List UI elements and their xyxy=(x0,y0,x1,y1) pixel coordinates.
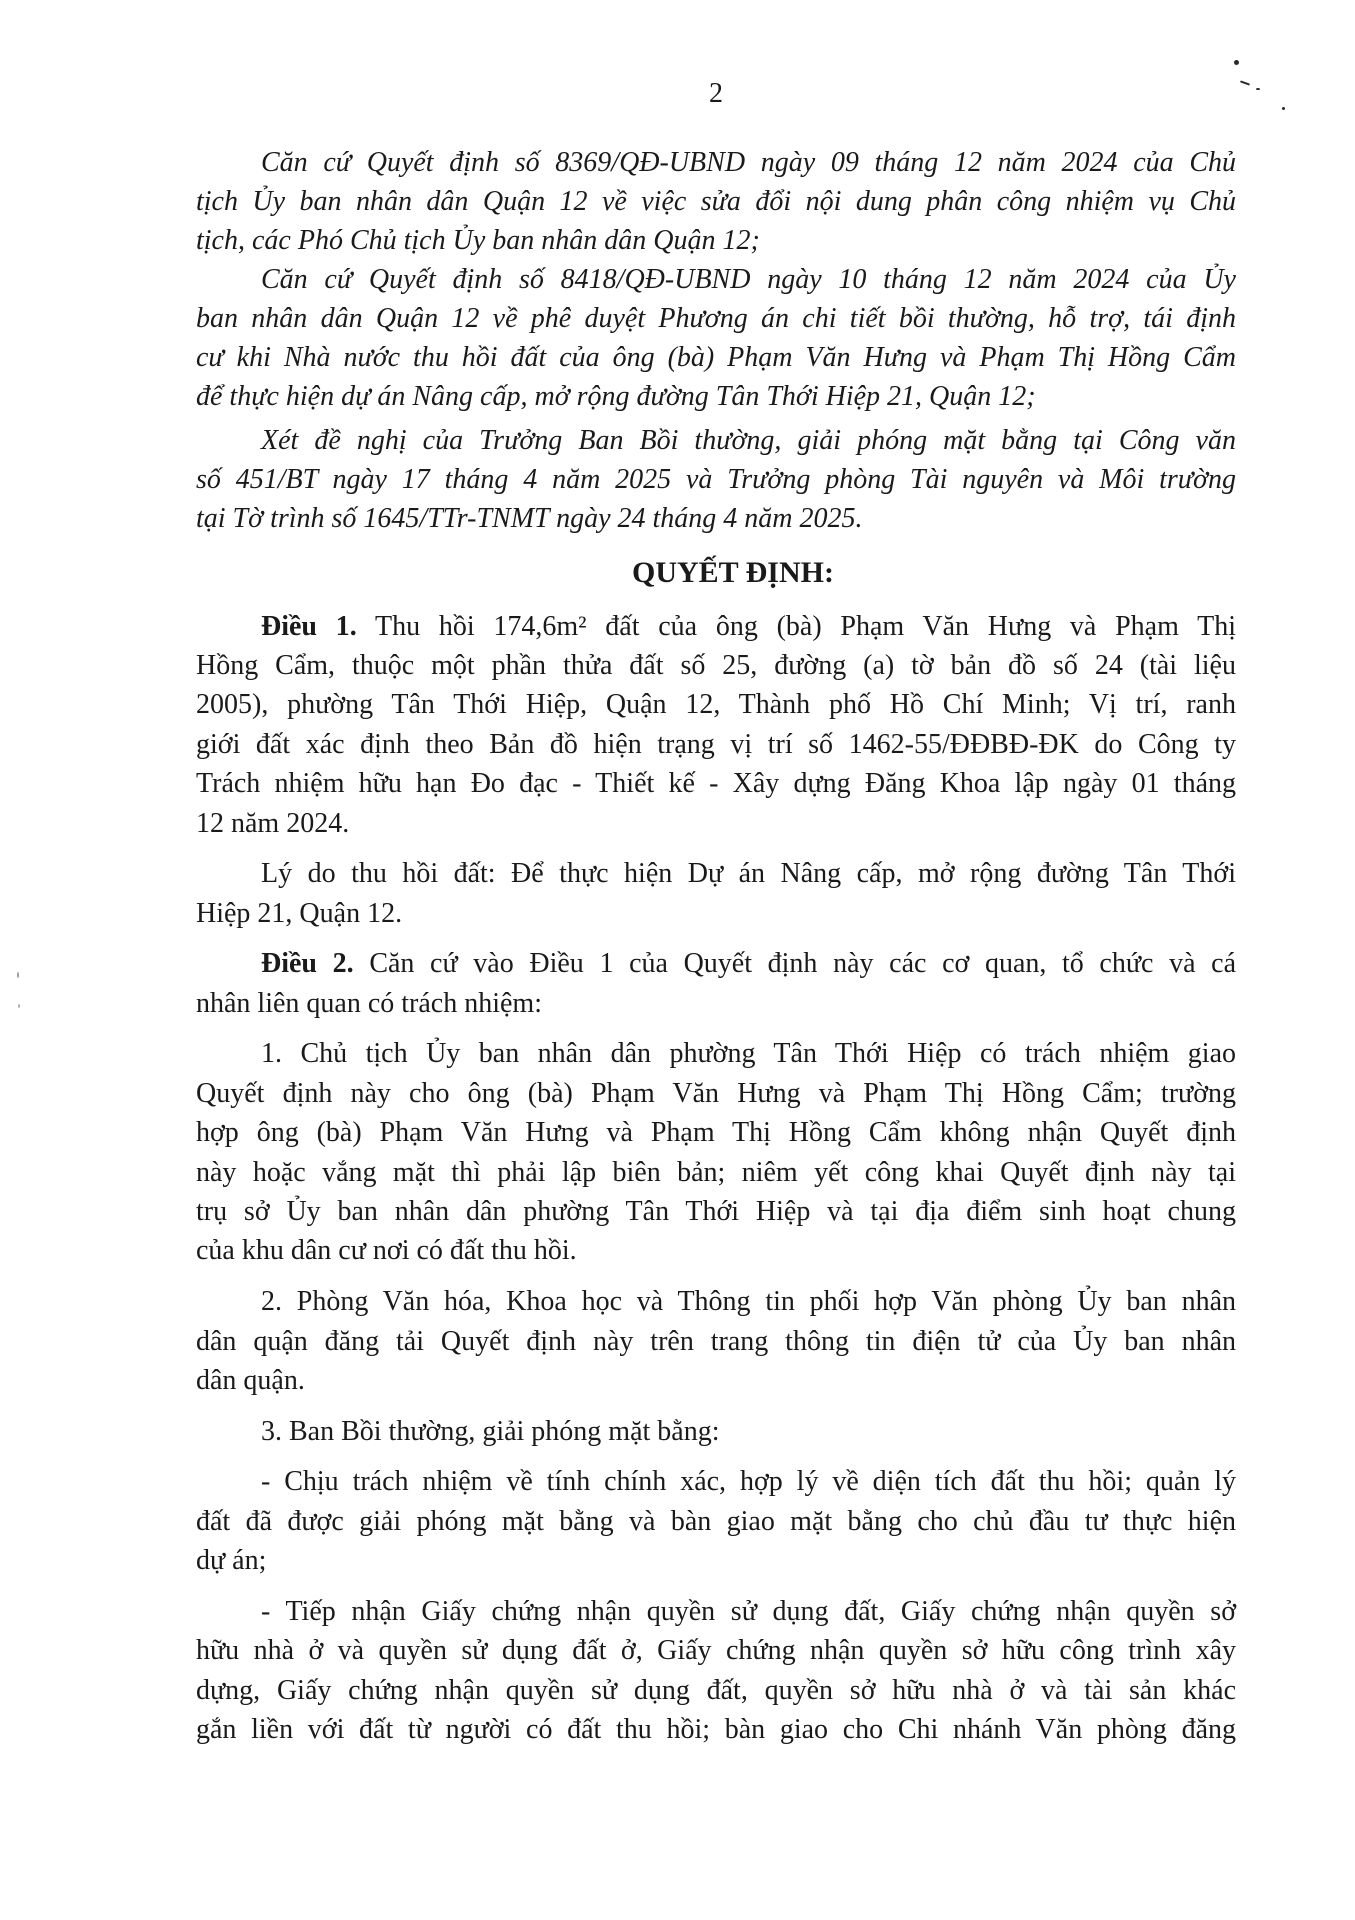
text-line: 2. Phòng Văn hóa, Khoa học và Thông tin phối hợp Văn phòng Ủy ban nhân xyxy=(261,1286,1236,1318)
text-line: Hồng Cẩm, thuộc một phần thửa đất số 25, đường (a) tờ bản đồ số 24 (tài liệu xyxy=(196,649,1236,681)
article-1-text: Thu hồi 174,6m² đất của ông (bà) Phạm Văn Hưng và Phạm Thị xyxy=(375,610,1237,642)
text-line: 1. Chủ tịch Ủy ban nhân dân phường Tân Thới Hiệp có trách nhiệm giao xyxy=(261,1038,1236,1070)
article-1 xyxy=(196,607,1236,843)
text-line: hợp ông (bà) Phạm Văn Hưng và Phạm Thị Hồng Cẩm không nhận Quyết định xyxy=(196,1117,1236,1149)
text-line: tại Tờ trình số 1645/TTr-TNMT ngày 24 tháng 4 năm 2025. xyxy=(196,503,863,534)
article-1-label: Điều 1. xyxy=(261,610,357,642)
text-line: này hoặc vắng mặt thì phải lập biên bản; niêm yết công khai Quyết định này tại xyxy=(196,1156,1236,1188)
text-line: Quyết định này cho ông (bà) Phạm Văn Hưng và Phạm Thị Hồng Cẩm; trường xyxy=(196,1077,1236,1109)
text-line: tịch, các Phó Chủ tịch Ủy ban nhân dân Quận 12; xyxy=(196,225,760,256)
text-line: gắn liền với đất từ người có đất thu hồi; bàn giao cho Chi nhánh Văn phòng đăng xyxy=(196,1714,1236,1746)
legal-basis-paragraph-2 xyxy=(196,260,1236,416)
scan-speck xyxy=(1256,88,1260,90)
article-2-text: Căn cứ vào Điều 1 của Quyết định này các cơ quan, tổ chức và cá xyxy=(369,948,1237,980)
text-line: ban nhân dân Quận 12 về phê duyệt Phương án chi tiết bồi thường, hỗ trợ, tái định xyxy=(196,303,1236,334)
preamble xyxy=(196,143,1236,538)
text-line: dân quận đăng tải Quyết định này trên trang thông tin điện tử của Ủy ban nhân xyxy=(196,1325,1236,1357)
text-line: - Chịu trách nhiệm về tính chính xác, hợp lý về diện tích đất thu hồi; quản lý xyxy=(261,1466,1236,1498)
clause-2 xyxy=(196,1282,1236,1400)
clause-3-bullet-1 xyxy=(196,1462,1236,1580)
article-2 xyxy=(196,944,1236,1023)
text-line: dự án; xyxy=(196,1545,267,1577)
text-line xyxy=(196,944,1236,983)
text-line: Căn cứ Quyết định số 8418/QĐ-UBND ngày 10 tháng 12 năm 2024 của Ủy xyxy=(261,264,1236,295)
article-2-label: Điều 2. xyxy=(261,948,354,980)
scan-speck xyxy=(1234,60,1239,65)
document-body xyxy=(196,143,1236,1750)
scan-speck xyxy=(18,1004,20,1008)
text-line: nhân liên quan có trách nhiệm: xyxy=(196,987,542,1019)
text-line: để thực hiện dự án Nâng cấp, mở rộng đường Tân Thới Hiệp 21, Quận 12; xyxy=(196,381,1036,412)
text-line: số 451/BT ngày 17 tháng 4 năm 2025 và Trưởng phòng Tài nguyên và Môi trường xyxy=(196,464,1236,495)
text-line: trụ sở Ủy ban nhân dân phường Tân Thới Hiệp và tại địa điểm sinh hoạt chung xyxy=(196,1196,1236,1228)
decision-heading: QUYẾT ĐỊNH: xyxy=(632,555,834,589)
text-line: Hiệp 21, Quận 12. xyxy=(196,897,403,929)
scan-speck xyxy=(1282,107,1285,110)
page-number: 2 xyxy=(709,78,723,109)
text-line: tịch Ủy ban nhân dân Quận 12 về việc sửa đổi nội dung phân công nhiệm vụ Chủ xyxy=(196,186,1236,217)
reclamation-reason xyxy=(196,854,1236,933)
text-line: giới đất xác định theo Bản đồ hiện trạng vị trí số 1462-55/ĐĐBĐ-ĐK do Công ty xyxy=(196,728,1236,760)
text-line: hữu nhà ở và quyền sử dụng đất ở, Giấy chứng nhận quyền sở hữu công trình xây xyxy=(196,1635,1236,1667)
text-line: của khu dân cư nơi có đất thu hồi. xyxy=(196,1235,577,1267)
text-line xyxy=(196,607,1236,646)
clause-1 xyxy=(196,1034,1236,1270)
proposal-paragraph xyxy=(196,421,1236,538)
text-line: Căn cứ Quyết định số 8369/QĐ-UBND ngày 09 tháng 12 năm 2024 của Chủ xyxy=(261,147,1236,178)
text-line: 2005), phường Tân Thới Hiệp, Quận 12, Thành phố Hồ Chí Minh; Vị trí, ranh xyxy=(196,689,1236,721)
text-line: đất đã được giải phóng mặt bằng và bàn giao mặt bằng cho chủ đầu tư thực hiện xyxy=(196,1505,1236,1537)
text-line: dân quận. xyxy=(196,1365,305,1396)
scan-speck xyxy=(17,972,19,978)
text-line: 12 năm 2024. xyxy=(196,807,350,839)
clause-3 xyxy=(196,1412,1236,1451)
text-line: cư khi Nhà nước thu hồi đất của ông (bà) Phạm Văn Hưng và Phạm Thị Hồng Cẩm xyxy=(196,342,1236,373)
text-line: - Tiếp nhận Giấy chứng nhận quyền sử dụng đất, Giấy chứng nhận quyền sở xyxy=(261,1595,1236,1627)
decision-articles xyxy=(196,607,1236,1750)
text-line: Xét đề nghị của Trưởng Ban Bồi thường, giải phóng mặt bằng tại Công văn xyxy=(261,425,1236,456)
legal-basis-paragraph-1 xyxy=(196,143,1236,260)
text-line: Lý do thu hồi đất: Để thực hiện Dự án Nâng cấp, mở rộng đường Tân Thới xyxy=(261,858,1236,890)
text-line: 3. Ban Bồi thường, giải phóng mặt bằng: xyxy=(261,1415,720,1447)
scan-speck xyxy=(1240,80,1250,85)
text-line: Trách nhiệm hữu hạn Đo đạc - Thiết kế - Xây dựng Đăng Khoa lập ngày 01 tháng xyxy=(196,768,1236,800)
clause-3-bullet-2 xyxy=(196,1592,1236,1750)
text-line: dựng, Giấy chứng nhận quyền sử dụng đất, quyền sở hữu nhà ở và tài sản khác xyxy=(196,1674,1236,1706)
